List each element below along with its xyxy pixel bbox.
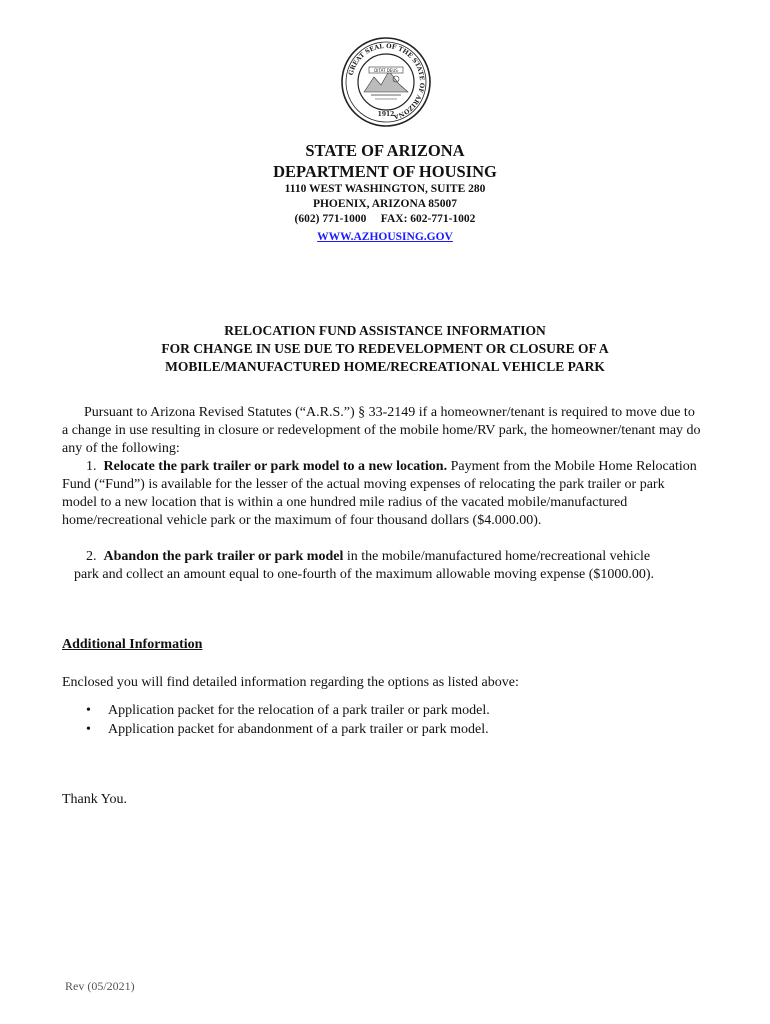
- agency-state: STATE OF ARIZONA: [305, 141, 465, 160]
- option-1: [62, 458, 702, 530]
- enclosed-text: Enclosed you will find detailed information regarding the options as listed above:: [62, 675, 519, 690]
- bullet-icon: •: [86, 722, 91, 737]
- agency-department: DEPARTMENT OF HOUSING: [273, 162, 497, 181]
- title-line-2: FOR CHANGE IN USE DUE TO REDEVELOPMENT OR CLOSURE OF A: [161, 341, 609, 356]
- title-line-1: RELOCATION FUND ASSISTANCE INFORMATION: [224, 323, 546, 338]
- option-1-number: 1.: [86, 459, 97, 474]
- svg-text:DITAT DEUS: DITAT DEUS: [374, 68, 398, 73]
- option-2-text-line-1: in the mobile/manufactured home/recreational vehicle: [343, 549, 651, 564]
- phone-fax: (602) 771-1000 FAX: 602-771-1002: [294, 213, 476, 225]
- closing-text: Thank You.: [62, 792, 127, 807]
- svg-text:GREAT SEAL OF THE STATE OF ARI: GREAT SEAL OF THE STATE OF ARIZONA: [347, 42, 426, 121]
- option-2: [62, 548, 712, 584]
- intro-paragraph: Pursuant to Arizona Revised Statutes (“A.R.S.”) § 33-2149 if a homeowner/tenant is required to move due to a change in use resulting in closure or redevelopment of the mobile home/RV park, the homeowner/tenant may do any of the following:: [62, 405, 701, 456]
- svg-text:1912: 1912: [377, 111, 395, 118]
- additional-info-heading: Additional Information: [62, 637, 203, 652]
- option-2-text-line-2: park and collect an amount equal to one-fourth of the maximum allowable moving expense ($1000.00).: [74, 567, 655, 582]
- state-seal-logo: [341, 37, 431, 127]
- option-1-heading: Relocate the park trailer or park model to a new location.: [103, 459, 448, 474]
- title-line-3: MOBILE/MANUFACTURED HOME/RECREATIONAL VEHICLE PARK: [165, 359, 605, 374]
- option-2-number: 2.: [86, 549, 97, 564]
- address-street: 1110 WEST WASHINGTON, SUITE 280: [284, 183, 486, 195]
- address-city: PHOENIX, ARIZONA 85007: [312, 198, 458, 210]
- list-item: • Application packet for abandonment of a park trailer or park model.: [86, 722, 489, 737]
- list-item: • Application packet for the relocation of a park trailer or park model.: [86, 703, 490, 718]
- website-link[interactable]: WWW.AZHOUSING.GOV: [317, 231, 453, 243]
- letterhead: [0, 140, 770, 245]
- option-1-text: Payment from the Mobile Home Relocation Fund (“Fund”) is available for the lesser of the actual moving expenses of relocating the park trailer or park model to a new location that is within a one hundred mile radius of the vacated mobile/manufactured home/recreational vehicle park or the maximum of four thousand dollars ($4.000.00).: [62, 459, 697, 528]
- document-title: [0, 322, 770, 376]
- bullet-icon: •: [86, 703, 91, 718]
- option-2-heading: Abandon the park trailer or park model: [103, 549, 344, 564]
- revision-footer: Rev (05/2021): [65, 979, 135, 993]
- enclosures-list: [62, 701, 490, 739]
